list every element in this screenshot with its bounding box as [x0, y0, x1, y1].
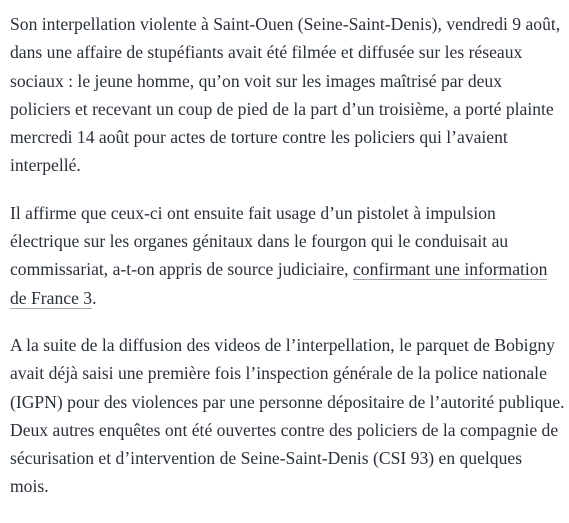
france-3-source-link[interactable]: confirmant une information de France 3	[10, 259, 548, 308]
paragraph-2-text-after: .	[92, 287, 97, 308]
paragraph-2-text-before: Il affirme que ceux-ci ont ensuite fait usage d’un pistolet à impulsion électrique sur les organes génitaux dans le fourgon qui le conduisait au commissariat, a-t-on appris de source judiciaire,	[10, 202, 509, 280]
article-paragraph-1: Son interpellation violente à Saint-Ouen (Seine-Saint-Denis), vendredi 9 août, dans une affaire de stupéfiants avait été filmée et diffusée sur les réseaux sociaux : le jeune homme, qu’on voit sur les images maîtrisé par deux policiers et recevant un coup de pied de la part d’un troisième, a porté plainte mercredi 14 août pour actes de torture contre les policiers qui l’avaient interpellé.	[10, 14, 561, 176]
article-paragraph-3: A la suite de la diffusion des videos de l’interpellation, le parquet de Bobigny avait déjà saisi une première fois l’inspection générale de la police nationale (IGPN) pour des violences par une personne dépositaire de l’autorité publique. Deux autres enquêtes ont été ouvertes contre des policiers de la compagnie de sécurisation et d’intervention de Seine-Saint-Denis (CSI 93) en quelques mois.	[10, 334, 565, 497]
article-paragraph-2	[10, 199, 565, 312]
